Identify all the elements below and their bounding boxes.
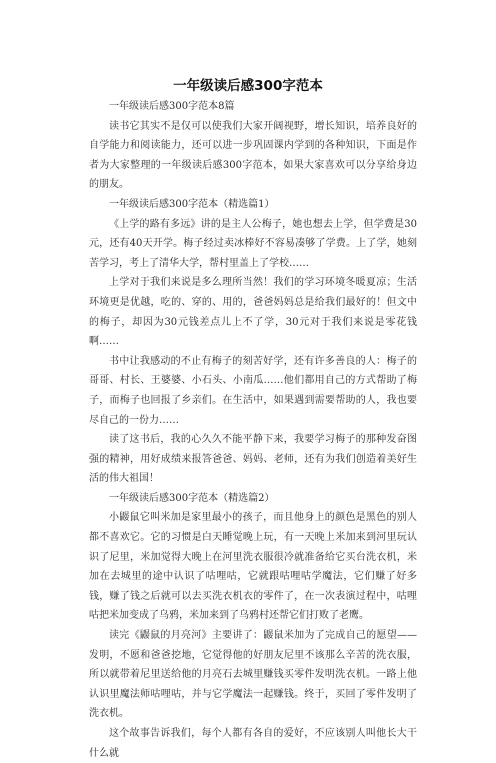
paragraph: 这个故事告诉我们，每个人都有各自的爱好，不应该别人叫他长大干什么就 (89, 728, 417, 759)
paragraph: 《上学的路有多远》讲的是主人公梅子，她也想去上学，但学费是30元，还有40天开学。梅子经过卖冰棒好不容易凑够了学费。上了学，她刻苦学习，考上了清华大学，帮村里盖上了学校…… (89, 218, 417, 269)
paragraph: 上学对于我们来说是多么理所当然！我们的学习环境冬暖夏凉；生活环境更是优越，吃的、穿的、用的，爸爸妈妈总是给我们最好的！但文中的梅子，却因为30元钱差点儿上不了学，30元对于我们来说是零花钱啊…… (89, 277, 417, 348)
section-heading: 一年级读后感300字范本（精选篇2） (109, 492, 275, 504)
paragraph: 读了这书后，我的心久久不能平静下来，我要学习梅子的那种发奋图强的精神，用好成绩来报答爸爸、妈妈、老师，还有为我们创造着美好生活的伟大祖国！ (89, 434, 417, 485)
paragraph: 小鼹鼠它叫米加是家里最小的孩子，而且他身上的颜色是黑色的别人都不喜欢它。它的习惯是白天睡觉晚上玩，有一天晚上米加来到河里玩认识了尼里，米加觉得大晚上在河里洗衣服很冷就准备给它买台洗衣机，米加在去城里的途中认识了咕哩咕，它就跟咕哩咕学魔法，它们赚了好多钱，赚了钱之后就可以去买洗衣机衣的零件了，在一次表演过程中，咕哩咕把米加变成了乌鸦，米加来到了乌鸦村还帮它们打败了老鹰。 (89, 512, 417, 622)
paragraph: 书中让我感动的不止有梅子的刻苦好学，还有许多善良的人：梅子的哥哥、村长、王婆婆、小石头、小南瓜……他们都用自己的方式帮助了梅子，而梅子也回报了乡亲们。在生活中，如果遇到需要帮助的人，我也要尽自己的一份力…… (89, 355, 417, 426)
paragraph: 读完《鼹鼠的月亮河》主要讲了：鼹鼠米加为了完成自己的愿望——发明，不愿和爸爸挖地，它觉得他的好朋友尼里不该那么辛苦的洗衣服，所以就带着尼里送给他的月亮石去城里赚钱买零件发明洗衣机。一路上他认识里魔法师咕哩咕，并与它学魔法一起赚钱。终于，买回了零件发明了洗衣机。 (89, 630, 417, 720)
paragraph: 读书它其实不是仅可以使我们大家开阔视野，增长知识，培养良好的自学能力和阅读能力，还可以进一步巩固课内学到的各种知识，下面是作者为大家整理的一年级读后感300字范本，如果大家喜欢可以分享给身边的朋友。 (89, 120, 417, 191)
document-body (89, 97, 417, 763)
section-heading: 一年级读后感300字范本（精选篇1） (109, 198, 275, 210)
paragraph: 一年级读后感300字范本8篇 (109, 101, 235, 112)
document-title: 一年级读后感300字范本 (173, 78, 323, 94)
